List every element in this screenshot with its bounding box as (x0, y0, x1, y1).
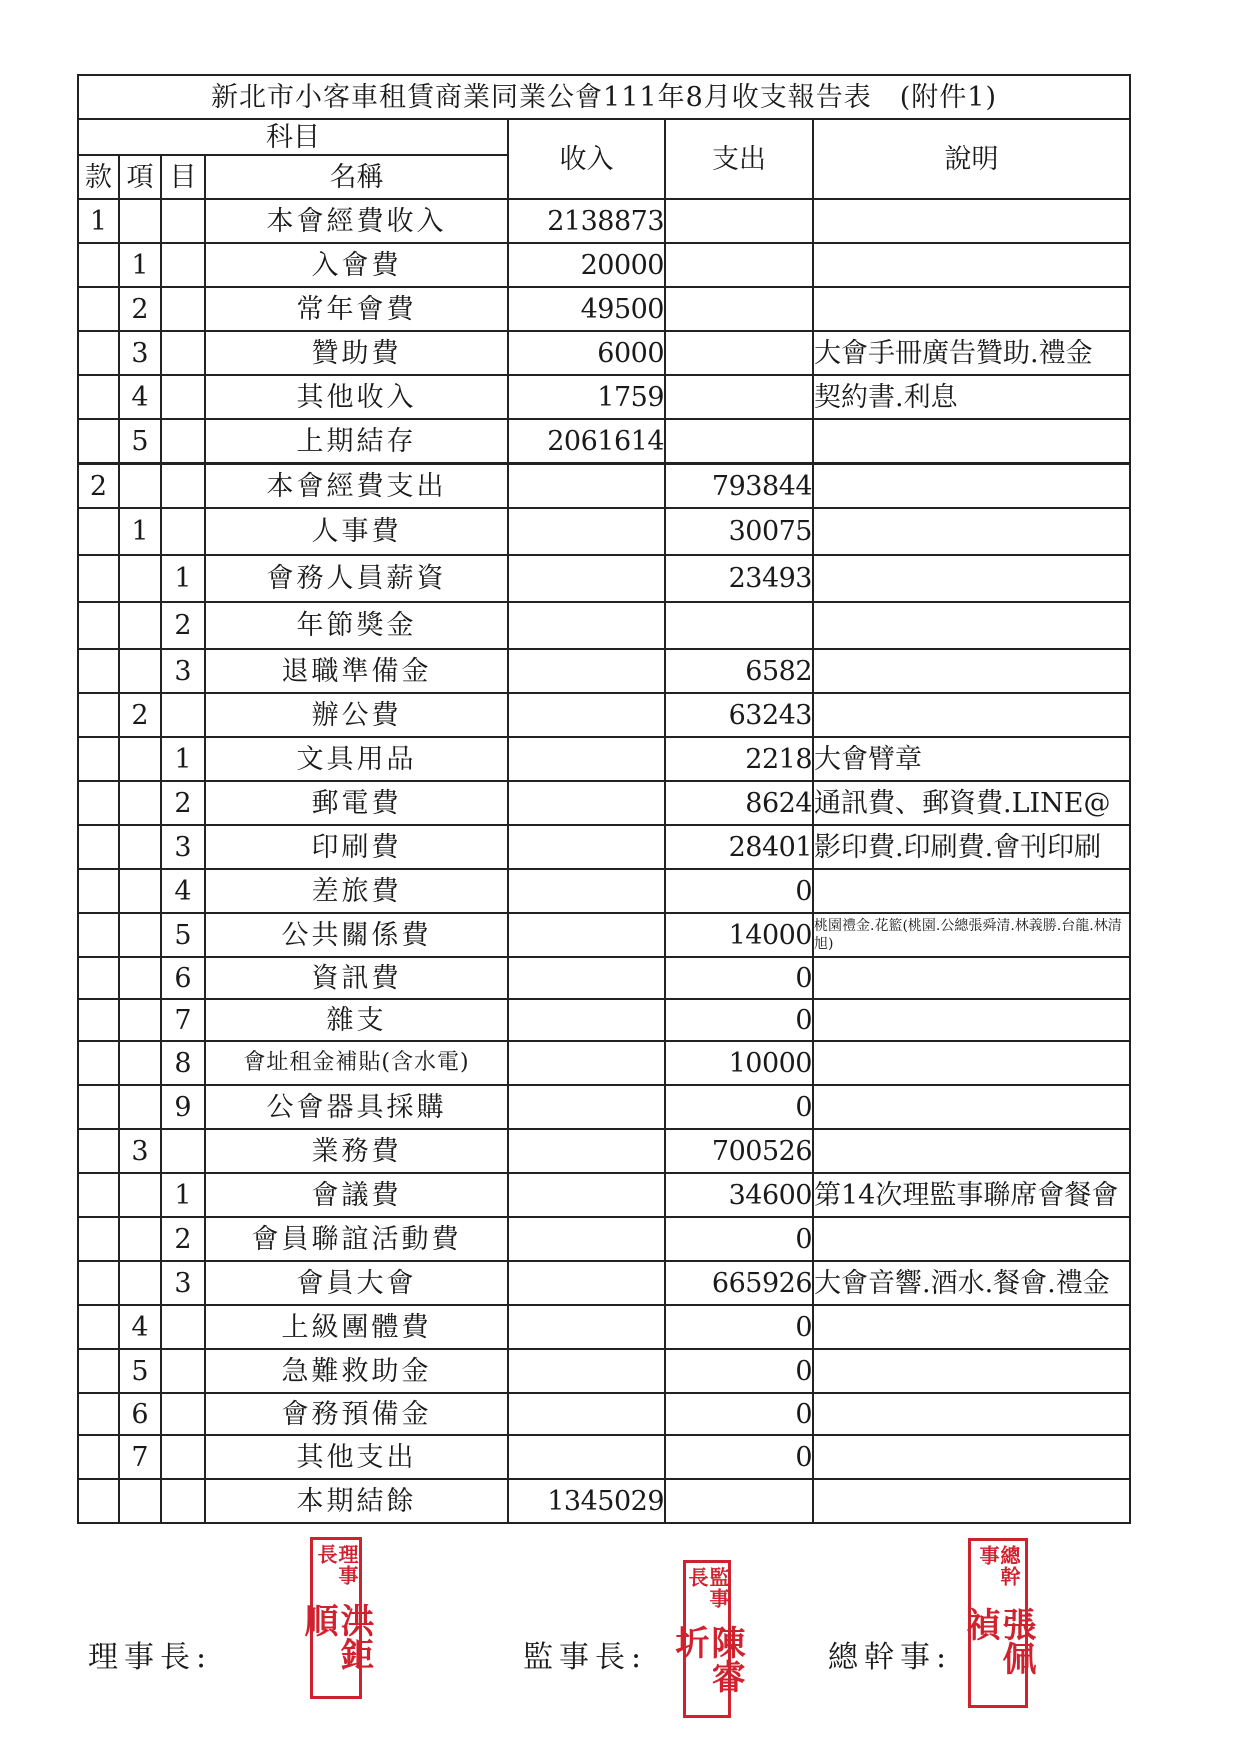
table-row (78, 1305, 1130, 1349)
cell-kuan (78, 825, 119, 869)
cell-income (508, 649, 665, 693)
cell-name: 入會費 (205, 243, 508, 287)
header-mu: 目 (161, 155, 205, 199)
cell-mu: 3 (161, 1261, 205, 1305)
cell-xiang (119, 1173, 161, 1217)
table-row (78, 243, 1130, 287)
supervisor-seal-title: 監事長 (685, 1567, 730, 1609)
cell-name: 會員聯誼活動費 (205, 1217, 508, 1261)
supervisor-label: 監事長: (523, 1640, 648, 1675)
cell-expense (665, 331, 813, 375)
cell-kuan (78, 419, 119, 464)
cell-expense (665, 602, 813, 649)
cell-expense: 28401 (665, 825, 813, 869)
cell-name: 人事費 (205, 508, 508, 555)
table-row (78, 825, 1130, 869)
cell-xiang (119, 1217, 161, 1261)
cell-xiang (119, 199, 161, 243)
cell-expense: 63243 (665, 693, 813, 737)
chairman-seal (298, 1537, 374, 1699)
cell-expense: 0 (665, 999, 813, 1041)
table-row (78, 508, 1130, 555)
cell-name: 會員大會 (205, 1261, 508, 1305)
cell-kuan (78, 693, 119, 737)
cell-expense: 23493 (665, 555, 813, 602)
cell-note (813, 419, 1130, 464)
cell-xiang: 6 (119, 1393, 161, 1435)
cell-mu (161, 1349, 205, 1393)
cell-mu (161, 419, 205, 464)
cell-mu: 6 (161, 957, 205, 999)
table-row (78, 331, 1130, 375)
cell-name: 公會器具採購 (205, 1085, 508, 1129)
cell-kuan (78, 913, 119, 957)
cell-kuan (78, 1173, 119, 1217)
cell-name: 退職準備金 (205, 649, 508, 693)
table-row (78, 781, 1130, 825)
cell-note: 影印費.印刷費.會刊印刷 (813, 825, 1130, 869)
cell-expense: 793844 (665, 464, 813, 509)
table-row (78, 1393, 1130, 1435)
table-row (78, 1349, 1130, 1393)
header-subject: 科目 (78, 119, 508, 155)
cell-note: 契約書.利息 (813, 375, 1130, 419)
cell-name: 上期結存 (205, 419, 508, 464)
cell-expense: 0 (665, 1217, 813, 1261)
cell-expense: 0 (665, 1435, 813, 1479)
cell-name: 郵電費 (205, 781, 508, 825)
cell-xiang: 4 (119, 1305, 161, 1349)
table-row (78, 1261, 1130, 1305)
cell-kuan (78, 1085, 119, 1129)
cell-expense: 0 (665, 1393, 813, 1435)
cell-mu (161, 1305, 205, 1349)
secretary-seal-title: 總幹事 (976, 1545, 1021, 1587)
header-xiang: 項 (119, 155, 161, 199)
cell-income: 6000 (508, 331, 665, 375)
cell-mu: 3 (161, 825, 205, 869)
cell-expense (665, 1479, 813, 1523)
cell-name: 常年會費 (205, 287, 508, 331)
cell-xiang: 2 (119, 287, 161, 331)
cell-expense: 2218 (665, 737, 813, 781)
cell-note (813, 869, 1130, 913)
table-row (78, 957, 1130, 999)
cell-note (813, 555, 1130, 602)
cell-xiang (119, 1261, 161, 1305)
cell-income (508, 1173, 665, 1217)
cell-mu: 2 (161, 602, 205, 649)
cell-name: 業務費 (205, 1129, 508, 1173)
cell-note (813, 693, 1130, 737)
cell-xiang (119, 1085, 161, 1129)
table-row (78, 999, 1130, 1041)
cell-income (508, 1435, 665, 1479)
table-row (78, 1217, 1130, 1261)
cell-mu: 2 (161, 781, 205, 825)
cell-kuan (78, 555, 119, 602)
table-row (78, 737, 1130, 781)
cell-note (813, 199, 1130, 243)
cell-income (508, 464, 665, 509)
cell-name: 差旅費 (205, 869, 508, 913)
cell-income (508, 1041, 665, 1085)
cell-expense: 665926 (665, 1261, 813, 1305)
cell-xiang: 1 (119, 243, 161, 287)
cell-xiang: 5 (119, 419, 161, 464)
cell-income (508, 999, 665, 1041)
table-row (78, 693, 1130, 737)
cell-mu (161, 1435, 205, 1479)
cell-note (813, 1129, 1130, 1173)
cell-xiang (119, 1479, 161, 1523)
cell-mu: 2 (161, 1217, 205, 1261)
table-row (78, 869, 1130, 913)
table-row (78, 419, 1130, 464)
cell-name: 年節獎金 (205, 602, 508, 649)
cell-name: 本會經費收入 (205, 199, 508, 243)
report-title: 新北市小客車租賃商業同業公會111年8月收支報告表 (附件1) (78, 75, 1130, 119)
cell-note (813, 508, 1130, 555)
cell-xiang: 3 (119, 1129, 161, 1173)
cell-mu (161, 508, 205, 555)
cell-note (813, 1435, 1130, 1479)
cell-kuan: 1 (78, 199, 119, 243)
table-row (78, 1041, 1130, 1085)
cell-xiang (119, 913, 161, 957)
cell-note (813, 602, 1130, 649)
cell-note (813, 464, 1130, 509)
header-expense: 支出 (665, 119, 813, 199)
table-row (78, 1435, 1130, 1479)
cell-name: 辦公費 (205, 693, 508, 737)
cell-name: 會址租金補貼(含水電) (205, 1041, 508, 1085)
cell-note (813, 957, 1130, 999)
cell-kuan (78, 602, 119, 649)
cell-income (508, 1261, 665, 1305)
cell-expense: 14000 (665, 913, 813, 957)
cell-name: 贊助費 (205, 331, 508, 375)
cell-kuan (78, 737, 119, 781)
cell-note (813, 1393, 1130, 1435)
cell-expense: 0 (665, 1349, 813, 1393)
cell-expense: 0 (665, 1305, 813, 1349)
cell-mu: 9 (161, 1085, 205, 1129)
cell-income (508, 781, 665, 825)
chairman-label: 理事長: (88, 1640, 213, 1675)
cell-mu (161, 199, 205, 243)
cell-xiang (119, 649, 161, 693)
cell-income (508, 693, 665, 737)
cell-xiang (119, 825, 161, 869)
cell-expense: 0 (665, 1085, 813, 1129)
cell-kuan (78, 869, 119, 913)
cell-xiang (119, 464, 161, 509)
cell-note (813, 1041, 1130, 1085)
cell-kuan (78, 1305, 119, 1349)
cell-xiang (119, 957, 161, 999)
cell-expense (665, 375, 813, 419)
cell-income (508, 1129, 665, 1173)
cell-expense: 8624 (665, 781, 813, 825)
cell-income (508, 957, 665, 999)
cell-note: 大會音響.酒水.餐會.禮金 (813, 1261, 1130, 1305)
cell-income (508, 737, 665, 781)
cell-note: 大會臂章 (813, 737, 1130, 781)
cell-xiang (119, 555, 161, 602)
cell-name: 其他收入 (205, 375, 508, 419)
cell-kuan (78, 1129, 119, 1173)
table-row (78, 1173, 1130, 1217)
cell-mu: 5 (161, 913, 205, 957)
cell-xiang: 3 (119, 331, 161, 375)
cell-xiang: 1 (119, 508, 161, 555)
cell-income: 1759 (508, 375, 665, 419)
cell-name: 會議費 (205, 1173, 508, 1217)
cell-income (508, 869, 665, 913)
cell-kuan (78, 508, 119, 555)
table-row (78, 1129, 1130, 1173)
cell-income (508, 1085, 665, 1129)
cell-mu: 1 (161, 1173, 205, 1217)
cell-expense: 0 (665, 957, 813, 999)
cell-xiang (119, 1041, 161, 1085)
cell-note (813, 1349, 1130, 1393)
cell-name: 文具用品 (205, 737, 508, 781)
cell-income (508, 1349, 665, 1393)
cell-kuan (78, 649, 119, 693)
cell-note (813, 1217, 1130, 1261)
cell-xiang (119, 999, 161, 1041)
cell-expense (665, 243, 813, 287)
cell-kuan (78, 331, 119, 375)
cell-expense: 30075 (665, 508, 813, 555)
cell-mu (161, 1129, 205, 1173)
cell-expense: 0 (665, 869, 813, 913)
header-income: 收入 (508, 119, 665, 199)
cell-xiang: 4 (119, 375, 161, 419)
cell-note (813, 1479, 1130, 1523)
cell-income (508, 1217, 665, 1261)
cell-kuan (78, 999, 119, 1041)
cell-xiang (119, 737, 161, 781)
cell-mu: 4 (161, 869, 205, 913)
cell-kuan (78, 375, 119, 419)
supervisor-seal (669, 1560, 745, 1718)
cell-income (508, 825, 665, 869)
cell-note (813, 287, 1130, 331)
report-sheet (77, 74, 1129, 1524)
chairman-seal-title: 理事長 (314, 1544, 359, 1586)
cell-income: 2138873 (508, 199, 665, 243)
cell-note (813, 1085, 1130, 1129)
table-row (78, 1085, 1130, 1129)
cell-income (508, 602, 665, 649)
header-note: 說明 (813, 119, 1130, 199)
cell-xiang (119, 781, 161, 825)
cell-xiang: 7 (119, 1435, 161, 1479)
cell-mu (161, 464, 205, 509)
cell-mu (161, 287, 205, 331)
cell-note: 通訊費、郵資費.LINE@ (813, 781, 1130, 825)
cell-xiang (119, 869, 161, 913)
cell-kuan (78, 1217, 119, 1261)
cell-mu (161, 243, 205, 287)
cell-income (508, 555, 665, 602)
cell-income (508, 913, 665, 957)
cell-income: 2061614 (508, 419, 665, 464)
cell-name: 上級團體費 (205, 1305, 508, 1349)
cell-mu (161, 375, 205, 419)
cell-name: 資訊費 (205, 957, 508, 999)
cell-expense (665, 287, 813, 331)
cell-kuan (78, 1261, 119, 1305)
cell-income: 1345029 (508, 1479, 665, 1523)
cell-name: 印刷費 (205, 825, 508, 869)
cell-xiang: 2 (119, 693, 161, 737)
cell-kuan (78, 287, 119, 331)
table-row (78, 199, 1130, 243)
supervisor-seal-name: 陳睿圻 (669, 1624, 745, 1693)
table-row (78, 649, 1130, 693)
cell-kuan: 2 (78, 464, 119, 509)
cell-mu: 1 (161, 555, 205, 602)
cell-kuan (78, 1435, 119, 1479)
cell-kuan (78, 957, 119, 999)
cell-name: 公共關係費 (205, 913, 508, 957)
cell-name: 雜支 (205, 999, 508, 1041)
income-expense-table (77, 74, 1131, 1524)
cell-note (813, 243, 1130, 287)
cell-mu: 8 (161, 1041, 205, 1085)
cell-expense: 34600 (665, 1173, 813, 1217)
table-row (78, 1479, 1130, 1523)
cell-note (813, 999, 1130, 1041)
secretary-seal (960, 1538, 1036, 1708)
table-row (78, 375, 1130, 419)
cell-income (508, 508, 665, 555)
table-row (78, 287, 1130, 331)
cell-expense (665, 199, 813, 243)
cell-name: 本會經費支出 (205, 464, 508, 509)
cell-kuan (78, 1041, 119, 1085)
cell-name: 其他支出 (205, 1435, 508, 1479)
cell-kuan (78, 1349, 119, 1393)
cell-mu (161, 1479, 205, 1523)
table-row (78, 602, 1130, 649)
cell-name: 會務人員薪資 (205, 555, 508, 602)
chairman-seal-name: 洪鉅順 (298, 1603, 374, 1672)
table-row (78, 555, 1130, 602)
header-name: 名稱 (205, 155, 508, 199)
cell-xiang: 5 (119, 1349, 161, 1393)
header-kuan: 款 (78, 155, 119, 199)
cell-expense: 10000 (665, 1041, 813, 1085)
cell-xiang (119, 602, 161, 649)
cell-note (813, 649, 1130, 693)
cell-mu: 1 (161, 737, 205, 781)
cell-name: 急難救助金 (205, 1349, 508, 1393)
cell-expense: 6582 (665, 649, 813, 693)
cell-name: 會務預備金 (205, 1393, 508, 1435)
secretary-label: 總幹事: (828, 1640, 953, 1675)
table-row (78, 464, 1130, 509)
cell-kuan (78, 1479, 119, 1523)
signature-area (0, 1540, 1241, 1740)
cell-note (813, 1305, 1130, 1349)
cell-mu (161, 1393, 205, 1435)
cell-income (508, 1305, 665, 1349)
cell-note: 桃園禮金.花籃(桃園.公總張舜清.林義勝.台龍.林清旭) (813, 913, 1130, 957)
cell-mu: 7 (161, 999, 205, 1041)
secretary-seal-name: 張佩禎 (960, 1607, 1036, 1676)
cell-note: 大會手冊廣告贊助.禮金 (813, 331, 1130, 375)
cell-note: 第14次理監事聯席會餐會 (813, 1173, 1130, 1217)
cell-income: 20000 (508, 243, 665, 287)
cell-income (508, 1393, 665, 1435)
cell-name: 本期結餘 (205, 1479, 508, 1523)
cell-mu: 3 (161, 649, 205, 693)
cell-mu (161, 693, 205, 737)
cell-kuan (78, 243, 119, 287)
cell-income: 49500 (508, 287, 665, 331)
cell-expense (665, 419, 813, 464)
table-body (78, 75, 1130, 1523)
cell-kuan (78, 1393, 119, 1435)
table-row (78, 913, 1130, 957)
cell-mu (161, 331, 205, 375)
cell-kuan (78, 781, 119, 825)
cell-expense: 700526 (665, 1129, 813, 1173)
